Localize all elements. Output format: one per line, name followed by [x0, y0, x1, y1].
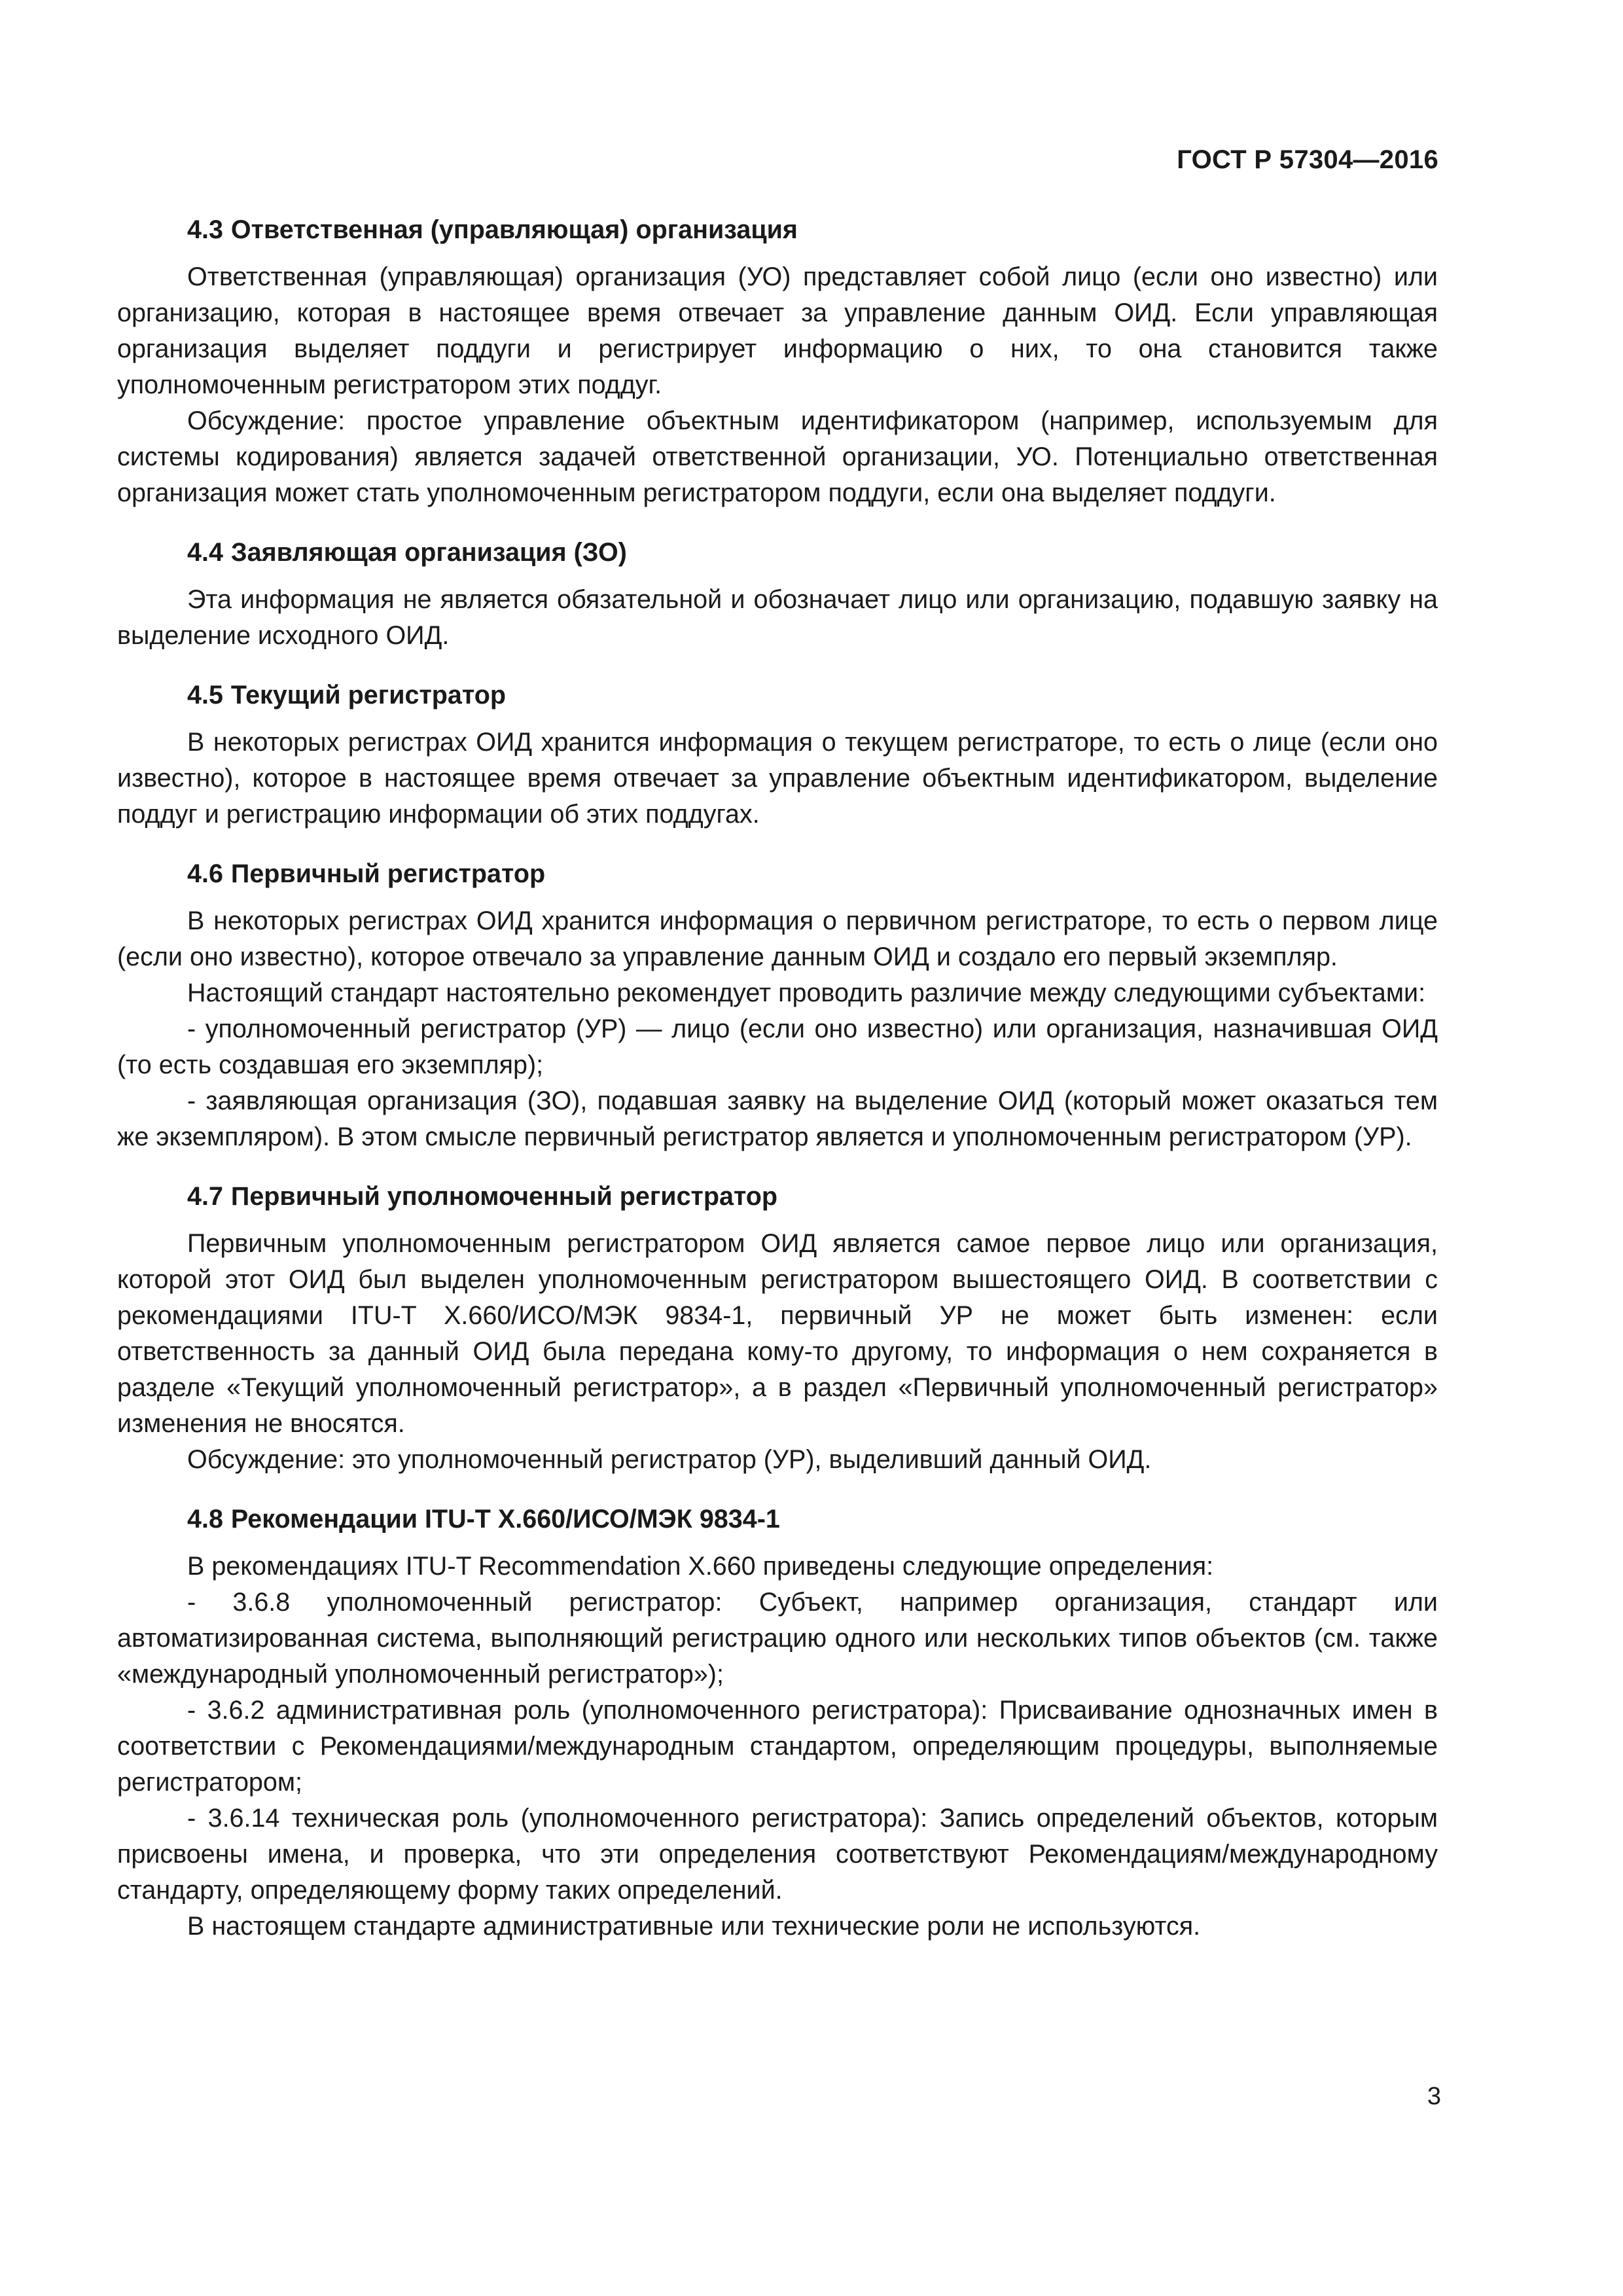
section-number: 4.4: [187, 538, 223, 567]
list-item: - 3.6.2 административная роль (уполномоченного регистратора): Присваивание однозначных имен в соответствии с Рекомендациями/международным стандартом, определяющим процедуры, выполняемые регистратором;: [117, 1696, 1438, 1797]
list-item: - 3.6.8 уполномоченный регистратор: Субъект, например организация, стандарт или автоматизированная система, выполняющий регистрацию одного или нескольких типов объектов (см. также «международный уполномоченный регистратор»);: [117, 1588, 1438, 1689]
section-heading: [117, 1500, 1438, 1538]
document-body: [117, 211, 1438, 1967]
section-number: 4.7: [187, 1182, 223, 1211]
section-title: Рекомендации ITU-T X.660/ИСО/МЭК 9834-1: [230, 1505, 780, 1534]
paragraph: В некоторых регистрах ОИД хранится информация о текущем регистраторе, то есть о лице (если оно известно), которое в настоящее время отвечает за управление объектным идентификатором, выделение поддуг и регистрацию информации об этих поддугах.: [117, 728, 1438, 829]
paragraph: Ответственная (управляющая) организация (УО) представляет собой лицо (если оно известно) или организацию, которая в настоящее время отвечает за управление данным ОИД. Если управляющая организация выделяет поддуги и регистрирует информацию о них, то она становится также уполномоченным регистратором этих поддуг.: [117, 262, 1438, 399]
section-heading: [117, 676, 1438, 714]
document-code: ГОСТ Р 57304—2016: [1177, 145, 1438, 174]
section-4-7: [117, 1177, 1438, 1478]
paragraph: Настоящий стандарт настоятельно рекомендует проводить различие между следующими субъектами:: [187, 978, 1426, 1007]
section-heading: [117, 533, 1438, 571]
section-title: Ответственная (управляющая) организация: [230, 215, 798, 244]
section-4-3: [117, 211, 1438, 511]
list-item: - 3.6.14 техническая роль (уполномоченного регистратора): Запись определений объектов, которым присвоены имена, и проверка, что эти определения соответствуют Рекомендациям/международному стандарту, определяющему форму таких определений.: [117, 1804, 1438, 1905]
paragraph: Эта информация не является обязательной и обозначает лицо или организацию, подавшую заявку на выделение исходного ОИД.: [117, 585, 1438, 650]
section-title: Первичный уполномоченный регистратор: [230, 1182, 778, 1211]
section-number: 4.5: [187, 681, 223, 709]
list-item: - уполномоченный регистратор (УР) — лицо (если оно известно) или организация, назначившая ОИД (то есть создавшая его экземпляр);: [117, 1014, 1438, 1079]
paragraph: В некоторых регистрах ОИД хранится информация о первичном регистраторе, то есть о первом лице (если оно известно), которое отвечало за управление данным ОИД и создало его первый экземпляр.: [117, 906, 1438, 971]
section-heading: [117, 855, 1438, 893]
paragraph: Первичным уполномоченным регистратором ОИД является самое первое лицо или организация, которой этот ОИД был выделен уполномоченным регистратором вышестоящего ОИД. В соответствии с рекомендациями ITU-T X.660/ИСО/МЭК 9834-1, первичный УР не может быть изменен: если ответственность за данный ОИД была передана кому-то другому, то информация о нем сохраняется в разделе «Текущий уполномоченный регистратор», а в раздел «Первичный уполномоченный регистратор» изменения не вносятся.: [117, 1229, 1438, 1438]
section-title: Заявляющая организация (ЗО): [230, 538, 627, 567]
section-heading: [117, 211, 1438, 249]
section-number: 4.3: [187, 215, 223, 244]
section-4-8: [117, 1500, 1438, 1945]
section-4-6: [117, 855, 1438, 1155]
list-item: - заявляющая организация (ЗО), подавшая заявку на выделение ОИД (который может оказаться тем же экземпляром). В этом смысле первичный регистратор является и уполномоченным регистратором (УР).: [117, 1086, 1438, 1151]
section-number: 4.6: [187, 859, 223, 888]
page-number: 3: [1427, 2083, 1441, 2110]
section-title: Текущий регистратор: [230, 681, 506, 709]
paragraph: В настоящем стандарте административные или технические роли не используются.: [187, 1912, 1201, 1941]
paragraph: Обсуждение: это уполномоченный регистратор (УР), выделивший данный ОИД.: [187, 1445, 1152, 1474]
section-number: 4.8: [187, 1505, 223, 1534]
section-4-4: [117, 533, 1438, 654]
section-4-5: [117, 676, 1438, 833]
section-heading: [117, 1177, 1438, 1215]
paragraph: Обсуждение: простое управление объектным идентификатором (например, используемым для системы кодирования) является задачей ответственной организации, УО. Потенциально ответственная организация может стать уполномоченным регистратором поддуги, если она выделяет поддуги.: [117, 406, 1438, 507]
section-title: Первичный регистратор: [230, 859, 546, 888]
paragraph: В рекомендациях ITU-T Recommendation X.660 приведены следующие определения:: [187, 1552, 1214, 1581]
